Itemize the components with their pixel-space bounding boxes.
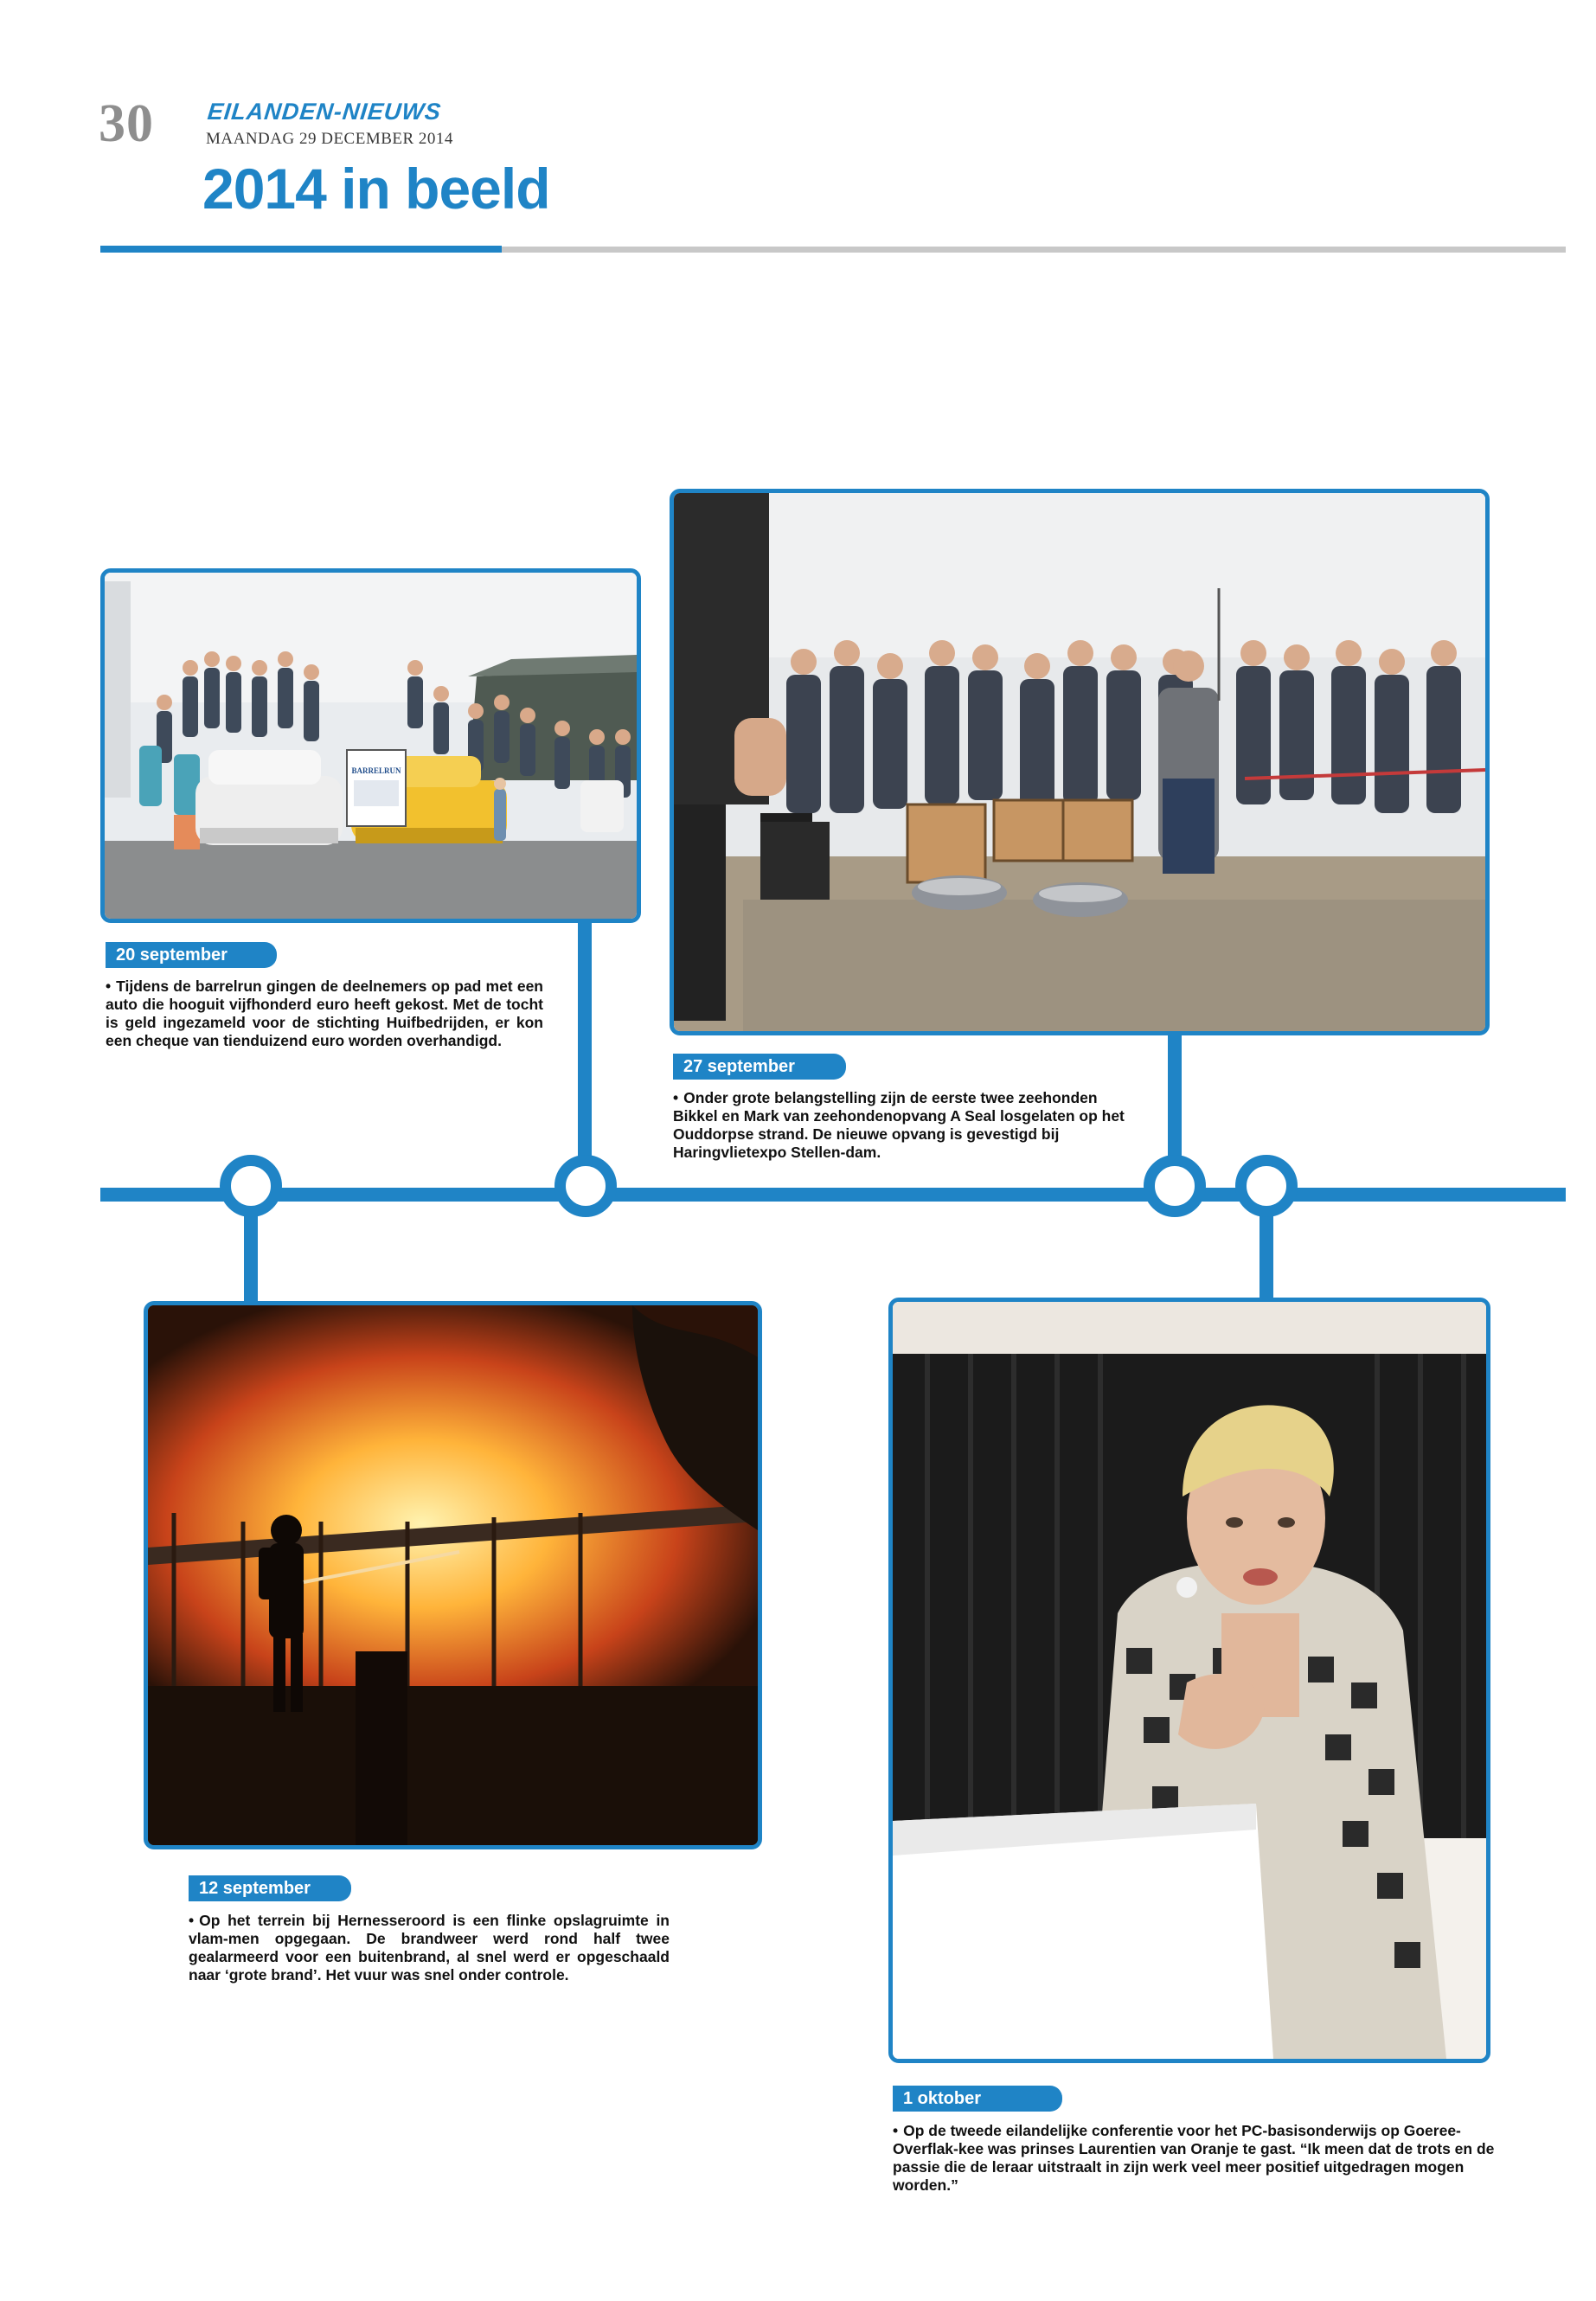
date-tab-conference: 1 oktober bbox=[893, 2086, 1062, 2112]
issue-date: MAANDAG 29 DECEMBER 2014 bbox=[206, 130, 453, 148]
seals-illustration bbox=[674, 493, 1485, 1031]
date-tab-fire: 12 september bbox=[189, 1875, 351, 1901]
photo-barrelrun bbox=[100, 568, 641, 923]
header-rule bbox=[502, 247, 1566, 253]
bullet-icon: • bbox=[189, 1912, 195, 1929]
caption-text: Op de tweede eilandelijke conferentie voor het PC-basisonderwijs op Goeree-Overflak-kee was prinses Laurentien van Oranje te gast. “Ik meen dat de trots en de passie die de leraar uitstraalt in zijn werk veel meer positief uitgedragen mogen worden.” bbox=[893, 2122, 1495, 2194]
bullet-icon: • bbox=[106, 977, 112, 995]
caption-barrelrun bbox=[106, 977, 543, 1050]
bullet-icon: • bbox=[673, 1089, 679, 1106]
fire-illustration bbox=[148, 1305, 758, 1845]
date-tab-seals: 27 september bbox=[673, 1054, 846, 1080]
page-number: 30 bbox=[99, 94, 154, 153]
masthead-logo: EILANDEN-NIEUWS bbox=[206, 99, 443, 125]
timeline-node-barrelrun bbox=[554, 1155, 617, 1217]
photo-seals bbox=[670, 489, 1490, 1035]
timeline-line bbox=[100, 1188, 1566, 1202]
bullet-icon: • bbox=[893, 2122, 899, 2139]
photo-conference bbox=[888, 1298, 1490, 2063]
header-rule-accent bbox=[100, 246, 502, 253]
timeline-node-seals bbox=[1144, 1155, 1206, 1217]
conference-illustration bbox=[893, 1302, 1486, 2059]
section-title: 2014 in beeld bbox=[202, 157, 550, 221]
barrelrun-sign-text: BARRELRUN bbox=[351, 766, 401, 775]
timeline-node-conference bbox=[1235, 1155, 1298, 1217]
timeline-stem-barrelrun bbox=[578, 922, 592, 1190]
caption-seals bbox=[673, 1089, 1131, 1162]
caption-fire bbox=[189, 1912, 670, 1984]
caption-conference bbox=[893, 2122, 1498, 2195]
caption-text: Tijdens de barrelrun gingen de deelnemers op pad met een auto die hooguit vijfhonderd euro heeft gekost. Met de tocht is geld ingezameld voor de stichting Huifbedrijden, er kon een cheque van tienduizend euro worden overhandigd. bbox=[106, 977, 543, 1049]
date-tab-barrelrun: 20 september bbox=[106, 942, 277, 968]
caption-text: Onder grote belangstelling zijn de eerste twee zeehonden Bikkel en Mark van zeehondenopvang A Seal losgelaten op het Ouddorpse strand. De nieuwe opvang is gevestigd bij Haringvlietexpo Stellen-dam. bbox=[673, 1089, 1125, 1161]
timeline-node-fire bbox=[220, 1155, 282, 1217]
barrelrun-illustration bbox=[105, 573, 637, 919]
photo-fire bbox=[144, 1301, 762, 1849]
caption-text: Op het terrein bij Hernesseroord is een flinke opslagruimte in vlam-men opgegaan. De brandweer werd rond half twee gealarmeerd voor een buitenbrand, al snel werd er opgeschaald naar ‘grote brand’. Het vuur was snel onder controle. bbox=[189, 1912, 670, 1984]
